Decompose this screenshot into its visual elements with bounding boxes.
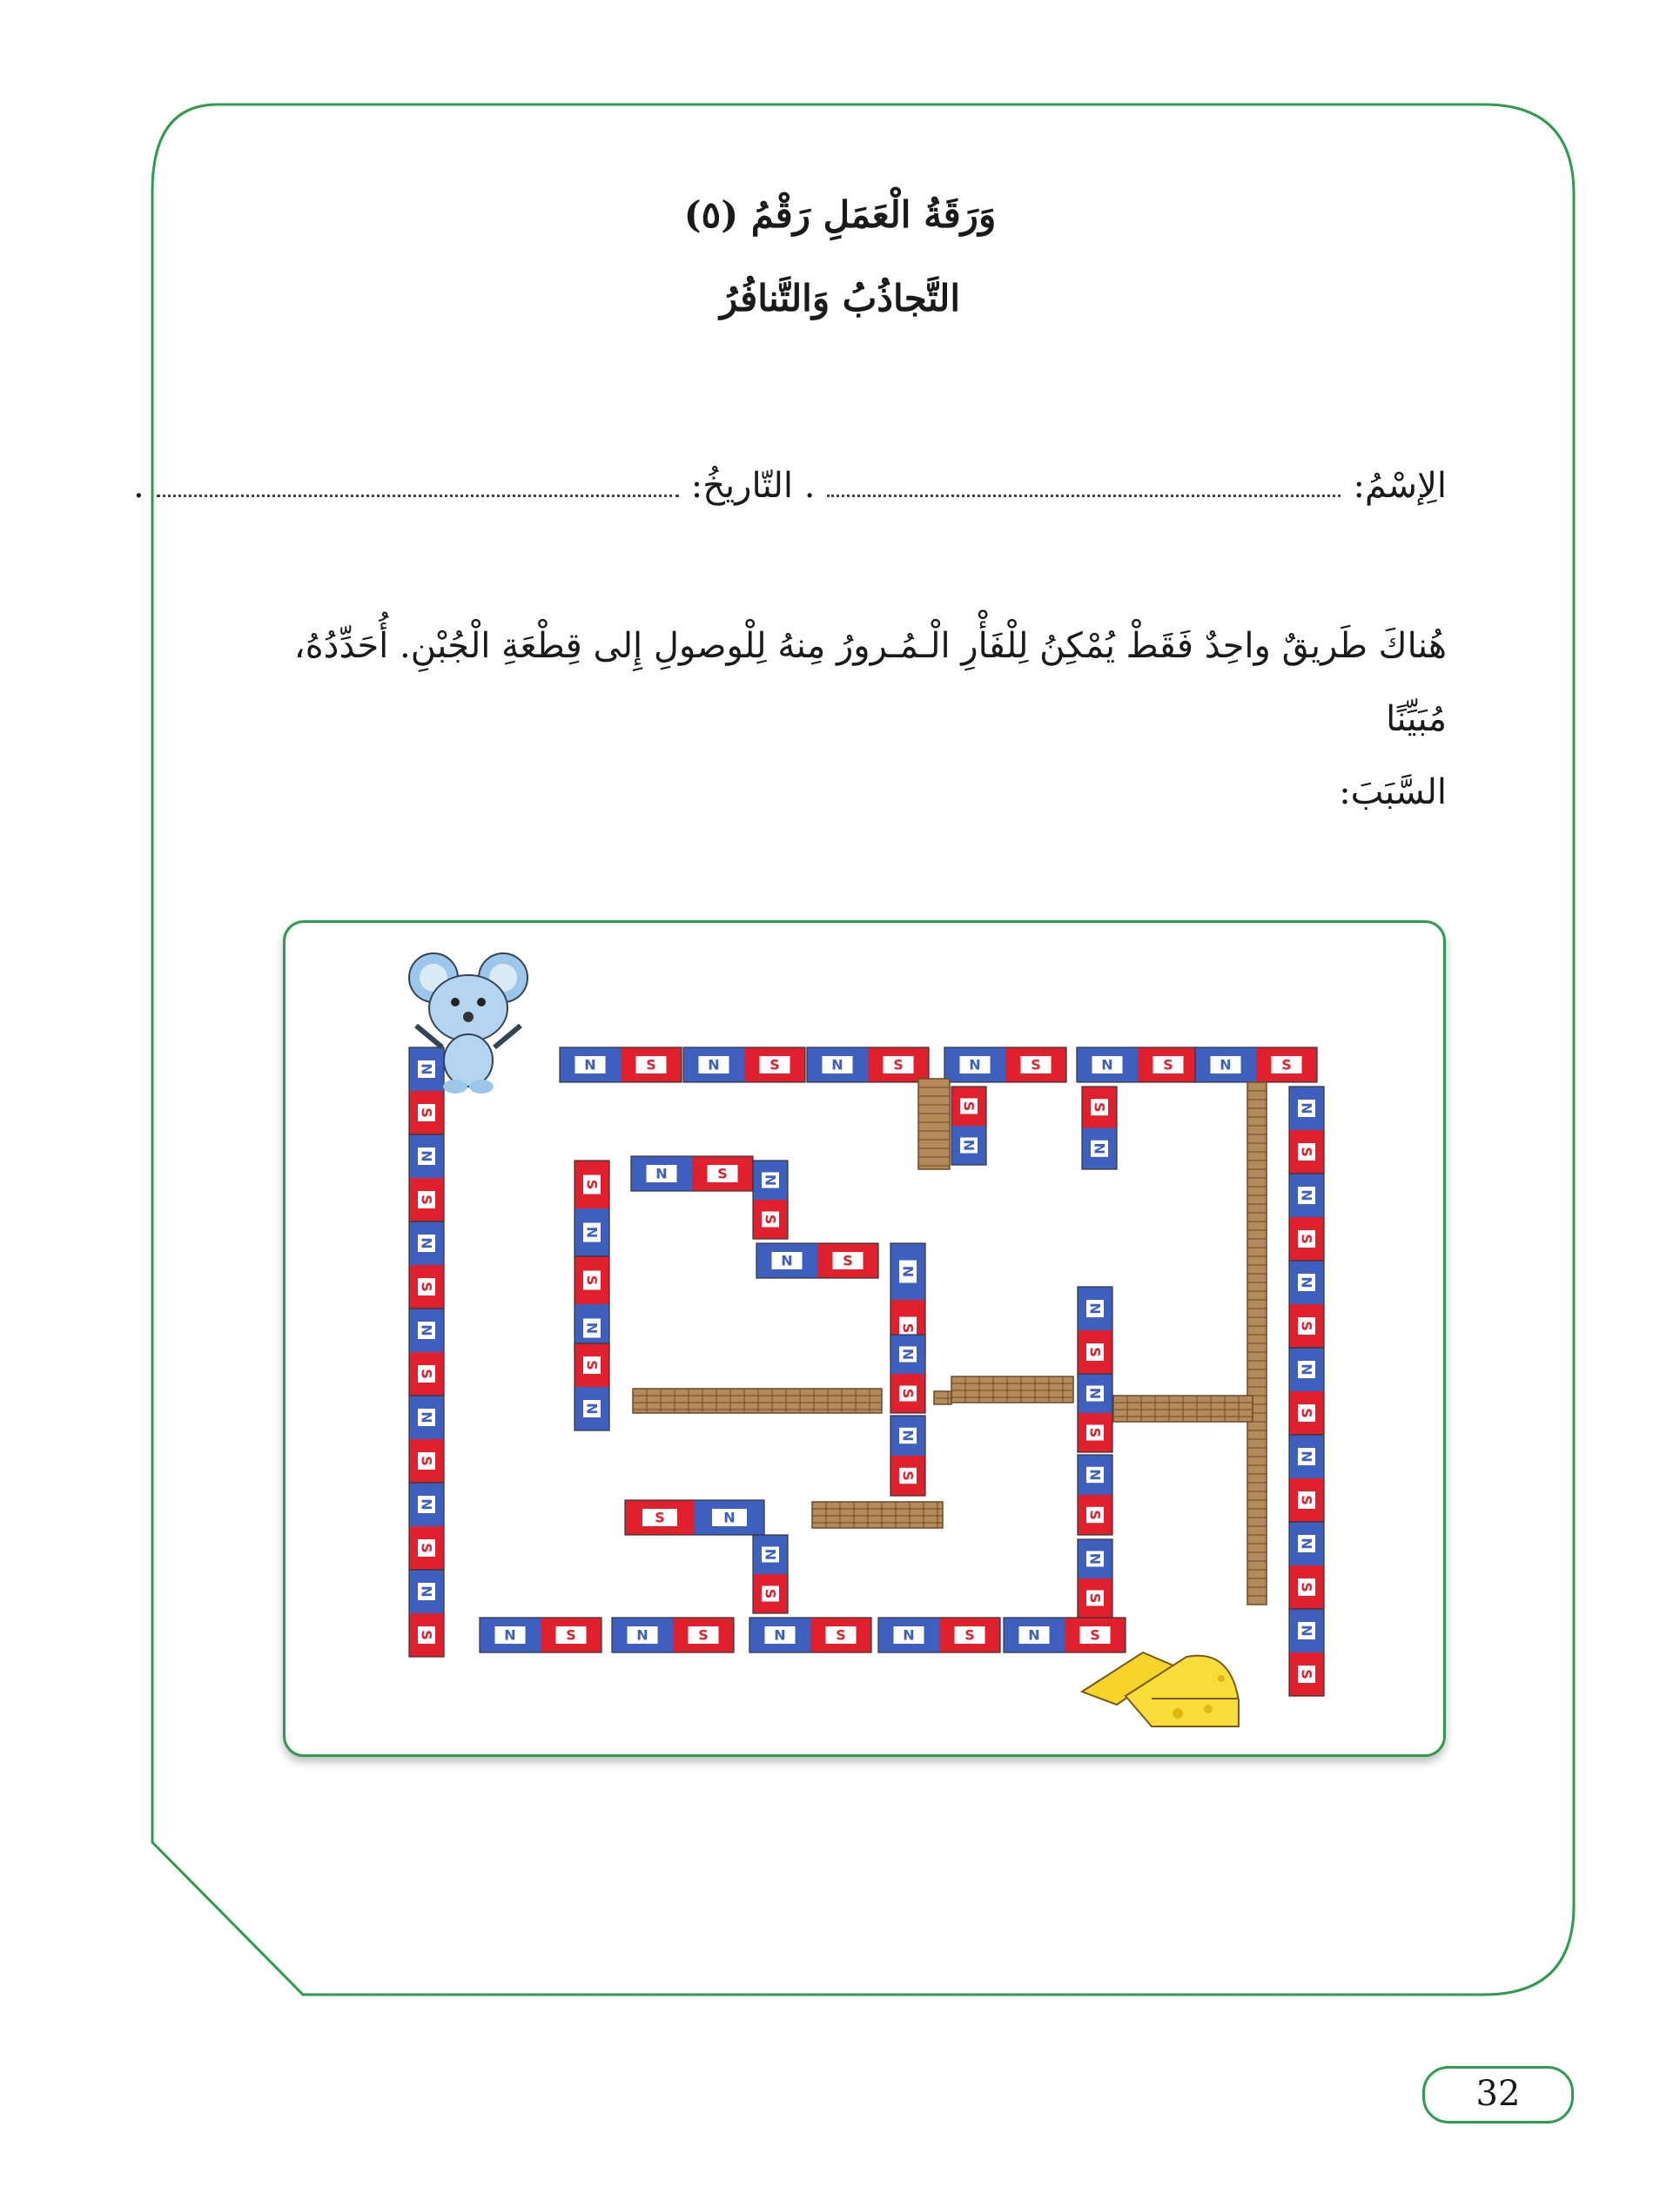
cheese-part xyxy=(1173,1708,1183,1719)
pole-label: N xyxy=(418,1324,435,1336)
pole-label: N xyxy=(762,1174,779,1187)
instruction-line-1: هُناكَ طَريقٌ واحِدٌ فَقَطْ يُمْكِنُ لِلْفَأْرِ الْـمُـرورُ مِنهُ لِلْوصولِ إِلى قِطْعَةِ الْجُبْنِ. أُحَدِّدُهُ، مُبَيِّنًا xyxy=(293,626,1447,739)
pole-label: N xyxy=(583,1322,601,1335)
mouse-part xyxy=(429,975,507,1041)
pole-label: S xyxy=(843,1252,853,1269)
pole-label: N xyxy=(960,1139,978,1152)
cheese-icon xyxy=(1082,1652,1239,1726)
pole-label: S xyxy=(418,1543,435,1553)
instruction-text xyxy=(245,609,1447,829)
pole-label: N xyxy=(583,1226,601,1239)
pole-label: N xyxy=(723,1509,736,1526)
pole-label: N xyxy=(899,1265,917,1278)
pole-label: N xyxy=(903,1626,915,1644)
pole-label: S xyxy=(893,1056,904,1073)
pole-label: S xyxy=(1091,1101,1108,1113)
pole-label: S xyxy=(762,1214,779,1225)
pole-label: N xyxy=(418,1498,435,1511)
pole-label: N xyxy=(1028,1626,1040,1644)
pole-label: N xyxy=(1298,1189,1315,1201)
pole-label: N xyxy=(781,1252,793,1269)
pole-label: N xyxy=(1298,1450,1315,1463)
pole-label: S xyxy=(418,1282,435,1292)
pole-label: S xyxy=(583,1179,601,1190)
pole-label: S xyxy=(1298,1234,1315,1244)
pole-label: S xyxy=(1298,1582,1315,1592)
pole-label: N xyxy=(899,1348,917,1361)
pole-label: S xyxy=(1090,1626,1100,1644)
pole-label: S xyxy=(1298,1408,1315,1418)
name-label: الِإسْمُ: xyxy=(1353,466,1447,506)
pole-label: S xyxy=(1298,1669,1315,1679)
pole-label: N xyxy=(418,1063,435,1075)
mouse-part xyxy=(463,1012,474,1022)
date-field[interactable] xyxy=(157,495,679,497)
pole-label: S xyxy=(769,1056,780,1073)
pole-label: N xyxy=(1298,1363,1315,1376)
pole-label: S xyxy=(418,1107,435,1118)
cheese-part xyxy=(1204,1705,1213,1713)
pole-label: S xyxy=(1281,1056,1292,1073)
pole-label: S xyxy=(899,1471,917,1481)
pole-label: N xyxy=(831,1056,843,1073)
pole-label: N xyxy=(584,1056,596,1073)
pole-label: N xyxy=(899,1430,917,1442)
pole-label: S xyxy=(1086,1592,1104,1604)
pole-label: S xyxy=(899,1388,917,1399)
worksheet-subtitle: التَّجاذُبُ وَالتَّنافُرُ xyxy=(719,277,961,320)
pole-label: S xyxy=(1298,1495,1315,1505)
pole-label: S xyxy=(418,1195,435,1205)
pole-label: S xyxy=(1298,1321,1315,1331)
pole-label: N xyxy=(1298,1538,1315,1550)
pole-label: N xyxy=(1298,1625,1315,1637)
worksheet-title: وَرَقَةُ الْعَمَلِ رَقْمُ (٥) xyxy=(683,193,997,236)
pole-label: N xyxy=(583,1403,601,1415)
date-label: . التّاريخُ: xyxy=(690,466,816,506)
pole-label: S xyxy=(418,1456,435,1466)
pole-label: S xyxy=(762,1588,779,1599)
pole-label: N xyxy=(1298,1276,1315,1289)
pole-label: S xyxy=(583,1275,601,1286)
pole-label: S xyxy=(964,1626,975,1644)
mouse-part xyxy=(444,1034,493,1087)
pole-label: N xyxy=(418,1585,435,1598)
pole-label: N xyxy=(636,1626,648,1644)
instruction-line-2: السَّبَبَ: xyxy=(1339,772,1447,812)
pole-label: N xyxy=(1086,1387,1104,1400)
mouse-part xyxy=(451,998,460,1006)
pole-label: N xyxy=(655,1165,668,1182)
pole-label: S xyxy=(1086,1510,1104,1520)
pole-label: S xyxy=(960,1100,978,1112)
pole-label: N xyxy=(1091,1142,1108,1154)
pole-label: N xyxy=(1298,1102,1315,1114)
pole-label: S xyxy=(1031,1056,1041,1073)
pole-label: N xyxy=(969,1056,981,1073)
pole-label: S xyxy=(1163,1056,1173,1073)
pole-label: S xyxy=(418,1630,435,1640)
pole-label: N xyxy=(1086,1469,1104,1481)
page-number: 32 xyxy=(1422,2066,1574,2123)
name-date-line xyxy=(133,466,1447,506)
pole-label: N xyxy=(1086,1302,1104,1315)
pole-label: S xyxy=(1298,1147,1315,1157)
pole-label: S xyxy=(698,1626,709,1644)
mouse-part xyxy=(477,998,486,1006)
pole-label: S xyxy=(646,1056,656,1073)
pole-label: S xyxy=(1086,1427,1104,1438)
mouse-part xyxy=(469,1080,494,1094)
pole-label: N xyxy=(418,1411,435,1423)
pole-label: S xyxy=(583,1360,601,1370)
cheese-part xyxy=(1218,1675,1225,1682)
brick-wall xyxy=(918,1079,950,1169)
pole-label: N xyxy=(504,1626,516,1644)
pole-label: S xyxy=(566,1626,576,1644)
pole-label: S xyxy=(836,1626,846,1644)
pole-label: N xyxy=(762,1548,779,1561)
pole-label: N xyxy=(708,1056,720,1073)
mouse-part xyxy=(443,1080,467,1094)
pole-label: S xyxy=(655,1509,665,1526)
pole-label: S xyxy=(1086,1347,1104,1357)
pole-label: N xyxy=(1220,1056,1232,1073)
name-field[interactable] xyxy=(827,495,1341,497)
pole-label: N xyxy=(1101,1056,1113,1073)
pole-label: N xyxy=(1086,1552,1104,1565)
pole-label: N xyxy=(774,1626,786,1644)
pole-label: N xyxy=(418,1150,435,1162)
maze-card xyxy=(283,920,1446,1757)
magnet-maze xyxy=(286,923,1443,1754)
brick-wall xyxy=(951,1376,1073,1403)
end-dot: . xyxy=(133,466,144,506)
pole-label: S xyxy=(717,1165,728,1182)
pole-label: N xyxy=(418,1237,435,1249)
pole-label: S xyxy=(418,1369,435,1379)
pole-label: S xyxy=(899,1322,917,1334)
